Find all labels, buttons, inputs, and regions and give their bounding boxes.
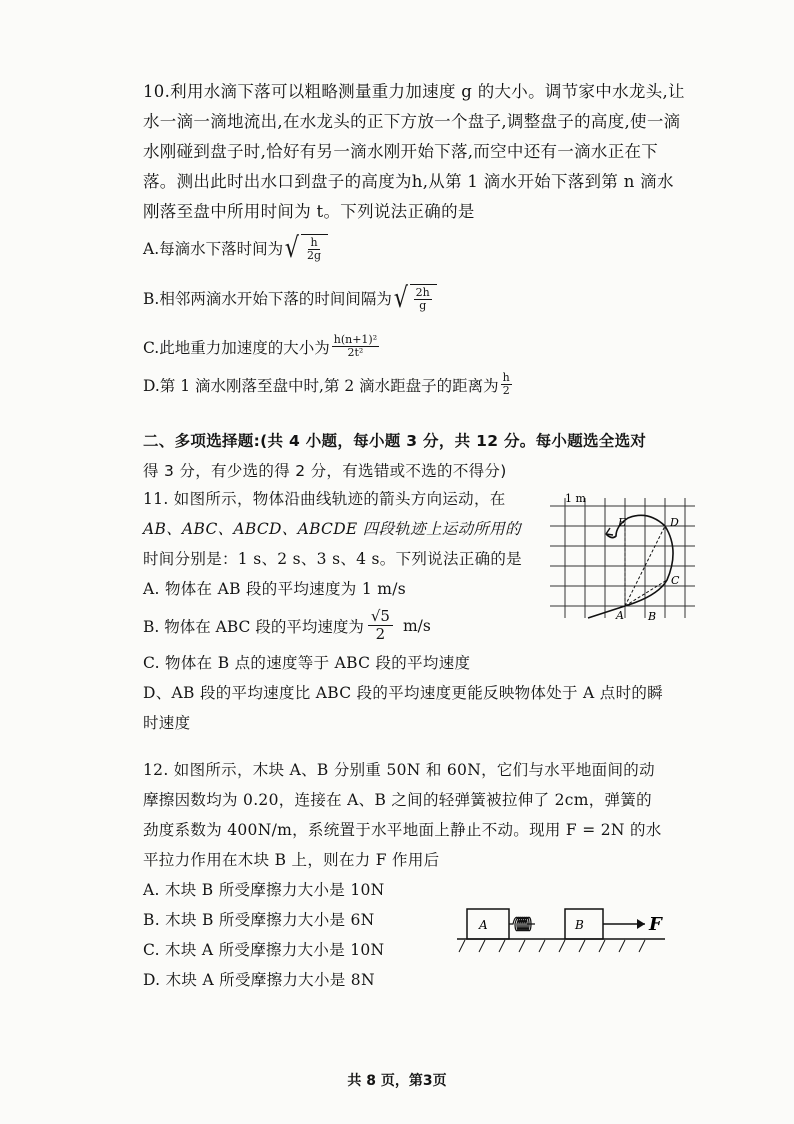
sqrt-expression: √ $\frac{2h}{g}$ (392, 284, 437, 312)
point-label-d: D (670, 516, 679, 529)
q11-option-a: A. 物体在 AB 段的平均速度为 1 m/s (143, 580, 406, 598)
block-b (565, 909, 603, 939)
q11-line: 时间分别是：1 s、2 s、3 s、4 s。下列说法正确的是 (143, 550, 522, 568)
q10-option-a-text: A.每滴水下落时间为 (143, 240, 284, 258)
q12-option-a: A. 木块 B 所受摩擦力大小是 10N (143, 881, 385, 899)
question-11 (143, 484, 543, 604)
q10-line: 落。测出此时出水口到盘子的高度为h,从第 1 滴水开始下落到第 n 滴水 (143, 172, 674, 191)
q10-line: 10.利用水滴下落可以粗略测量重力加速度 g 的大小。调节家中水龙头,让 (143, 82, 685, 101)
q10-option-b-text: B.相邻两滴水开始下落的时间间隔为 (143, 290, 392, 308)
q11-option-d: D、AB 段的平均速度比 ABC 段的平均速度更能反映物体处于 A 点时的瞬 (143, 684, 663, 702)
fraction-denominator: g (419, 299, 427, 312)
fraction-numerator: h (310, 236, 318, 249)
q12-option-d: D. 木块 A 所受摩擦力大小是 8N (143, 971, 375, 989)
q12-line: 摩擦因数均为 0.20，连接在 A、B 之间的轻弹簧被拉伸了 2cm，弹簧的 (143, 791, 652, 809)
fraction-denominator: 2 (502, 384, 510, 397)
q12-option-b: B. 木块 B 所受摩擦力大小是 6N (143, 911, 375, 929)
force-label: F (649, 914, 662, 935)
unit-label: m/s (402, 616, 431, 635)
section-2-line: 二、多项选择题:(共 4 小题，每小题 3 分，共 12 分。每小题选全选对 (143, 432, 647, 450)
q10-option-c (143, 334, 668, 359)
fraction-numerator: h (502, 371, 510, 384)
q11-option-b-text: B. 物体在 ABC 段的平均速度为 (143, 617, 364, 636)
point-label-e: E (618, 516, 627, 529)
page-footer: 共 8 页，第3页 (347, 1073, 447, 1089)
sqrt-expression: √ $\frac{h}{2g}$ (283, 234, 328, 262)
section-2-line: 得 3 分，有少选的得 2 分，有选错或不选的不得分) (143, 462, 507, 480)
q11-option-d-cont: 时速度 (143, 714, 191, 732)
fraction-numerator: h(n+1)² (333, 333, 378, 346)
q10-line: 水一滴一滴地流出,在水龙头的正下方放一个盘子,调整盘子的高度,使一滴 (143, 112, 681, 131)
q12-line: 12. 如图所示，木块 A、B 分别重 50N 和 60N，它们与水平地面间的动 (143, 761, 655, 779)
q11-line: AB、ABC、ABCD、ABCDE 四段轨迹上运动所用的 (143, 520, 521, 538)
q10-option-d (143, 372, 668, 397)
q12-line: 平拉力作用在木块 B 上，则在力 F 作用后 (143, 851, 440, 869)
q11-line: 11. 如图所示，物体沿曲线轨迹的箭头方向运动，在 (143, 490, 506, 508)
q11-options-cd (143, 648, 683, 738)
q12-line: 劲度系数为 400N/m，系统置于水平地面上静止不动。现用 F = 2N 的水 (143, 821, 662, 839)
point-label-c: C (671, 574, 680, 587)
fraction-numerator: 2h (415, 286, 430, 299)
q12-option-c: C. 木块 A 所受摩擦力大小是 10N (143, 941, 385, 959)
q11-option-c: C. 物体在 B 点的速度等于 ABC 段的平均速度 (143, 654, 471, 672)
fraction-numerator: √5 (368, 608, 393, 626)
spring (509, 917, 535, 931)
scale-label: 1 m (565, 492, 586, 505)
point-label-a: A (616, 609, 624, 622)
question-10 (143, 77, 685, 227)
q11-trajectory-figure (540, 488, 698, 623)
block-a (467, 909, 509, 939)
section-2-heading (143, 426, 683, 486)
q10-line: 水刚碰到盘子时,恰好有另一滴水刚开始下落,而空中还有一滴水正在下 (143, 142, 659, 161)
fraction-denominator: 2t² (347, 346, 364, 359)
fraction-denominator: 2 (375, 625, 386, 643)
point-label-b: B (648, 610, 657, 623)
fraction-denominator: 2g (306, 249, 322, 262)
q10-line: 刚落至盘中所用时间为 t。下列说法正确的是 (143, 202, 475, 221)
q10-option-d-text: D.第 1 滴水刚落至盘中时,第 2 滴水距盘子的距离为 (143, 376, 499, 395)
q10-option-a (143, 231, 668, 264)
q10-option-b (143, 281, 668, 314)
block-b-label: B (575, 918, 584, 932)
q10-option-c-text: C.此地重力加速度的大小为 (143, 338, 330, 357)
block-a-label: A (479, 918, 488, 932)
q12-spring-figure (455, 900, 675, 960)
